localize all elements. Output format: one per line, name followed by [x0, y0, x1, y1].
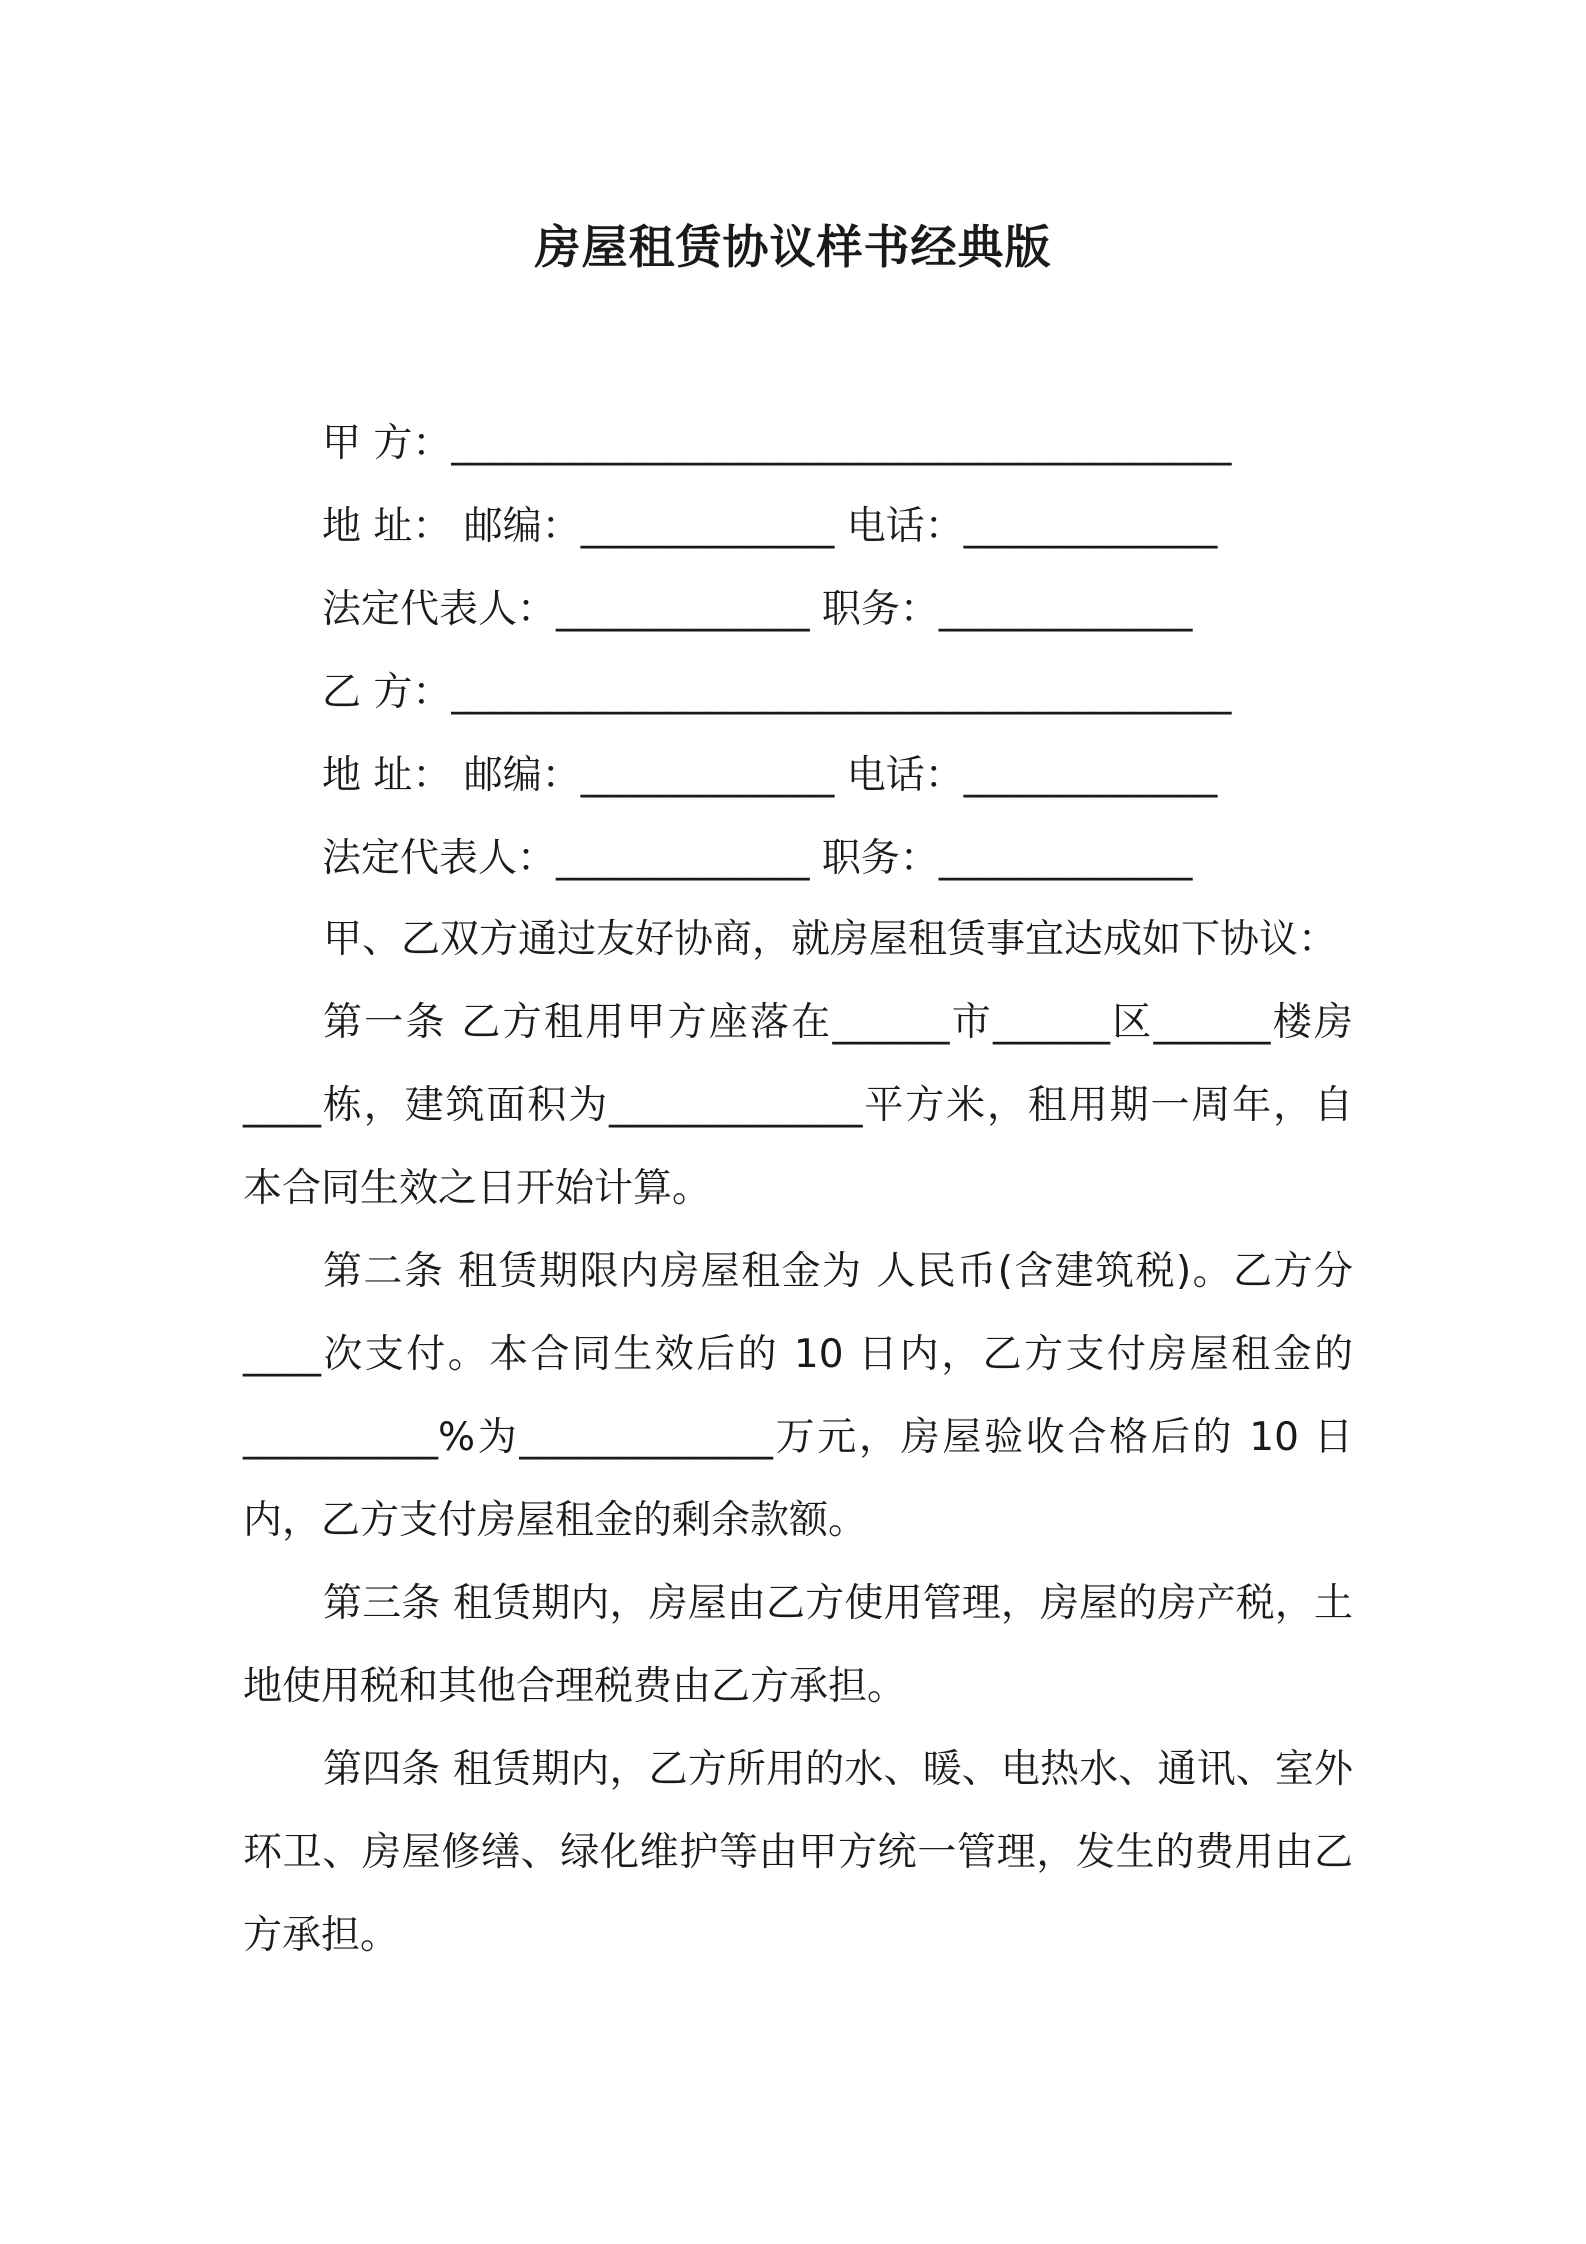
party-b-representative-line: 法定代表人：_____________ 职务：_____________ [322, 836, 1193, 881]
party-a-address-line: 地 址： 邮编：_____________ 电话：_____________ [322, 504, 1218, 549]
party-b-name-line: 乙 方：________________________________________ [322, 670, 1232, 715]
party-a-representative-line: 法定代表人：_____________ 职务：_____________ [322, 587, 1193, 632]
document-title: 房屋租赁协议样书经典版 [534, 220, 1052, 274]
intro-paragraph: 甲、乙双方通过友好协商，就房屋租赁事宜达成如下协议： [323, 917, 1338, 962]
party-a-name-line: 甲 方：________________________________________ [322, 421, 1232, 466]
article-2-paragraph: 第二条 租赁期限内房屋租金为 人民币(含建筑税)。乙方分____次支付。本合同生效后的 10 日内，乙方支付房屋租金的__________%为_____________万元，房屋验收合格后的 10 日内，乙方支付房屋租金的剩余款额。 [243, 1249, 1353, 1543]
article-3-paragraph: 第三条 租赁期内，房屋由乙方使用管理，房屋的房产税，土地使用税和其他合理税费由乙方承担。 [243, 1581, 1353, 1709]
article-1-paragraph: 第一条 乙方租用甲方座落在______市______区______楼房____栋，建筑面积为_____________平方米，租用期一周年，自本合同生效之日开始计算。 [243, 1000, 1353, 1211]
article-4-paragraph: 第四条 租赁期内，乙方所用的水、暖、电热水、通讯、室外环卫、房屋修缮、绿化维护等由甲方统一管理，发生的费用由乙方承担。 [243, 1747, 1353, 1958]
party-b-address-line: 地 址： 邮编：_____________ 电话：_____________ [322, 753, 1218, 798]
